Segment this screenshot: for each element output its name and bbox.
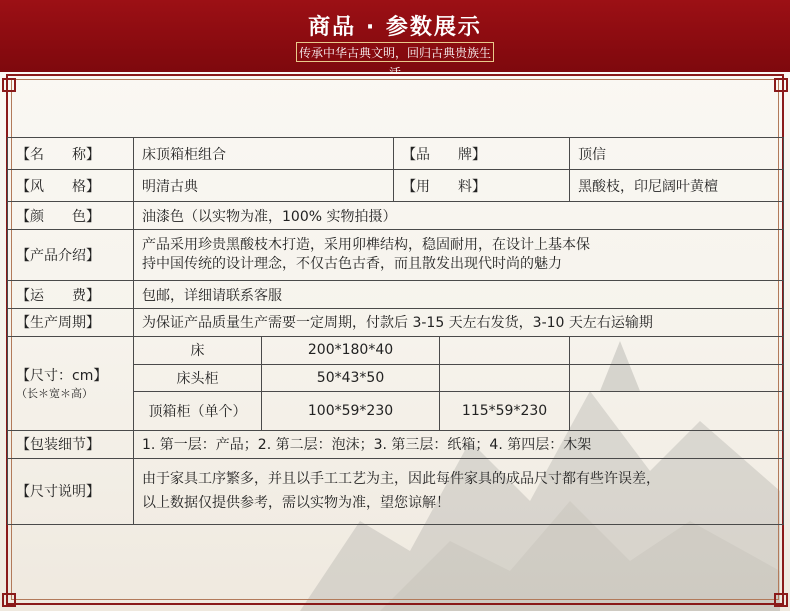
table-row	[8, 202, 784, 230]
table-row	[8, 458, 784, 524]
style-value: 明清古典	[134, 170, 394, 202]
size-item-name: 床头柜	[134, 364, 262, 392]
size-label: 【尺寸：cm】	[16, 368, 108, 385]
name-label: 【名 称】	[8, 138, 134, 170]
note-value	[134, 458, 784, 524]
shipping-label: 【运 费】	[8, 281, 134, 309]
header-subtitle: 传承中华古典文明，回归古典贵族生活	[296, 42, 494, 62]
header-banner	[0, 0, 790, 80]
size-sublabel: （长＊宽＊高）	[16, 387, 93, 401]
brand-label: 【品 牌】	[394, 138, 570, 170]
note-line-2: 以上数据仅提供参考，需以实物为准，望您谅解！	[142, 495, 450, 512]
size-item-value-2	[440, 364, 570, 392]
note-label: 【尺寸说明】	[8, 458, 134, 524]
color-label: 【颜 色】	[8, 202, 134, 230]
size-item-value: 200*180*40	[262, 336, 440, 364]
size-empty-cell	[570, 364, 784, 392]
table-row	[8, 229, 784, 280]
shipping-value: 包邮，详细请联系客服	[134, 281, 784, 309]
style-label: 【风 格】	[8, 170, 134, 202]
table-row	[8, 170, 784, 202]
parameter-table	[7, 137, 784, 525]
table-row	[8, 336, 784, 364]
size-item-value-2: 115*59*230	[440, 392, 570, 430]
intro-label: 【产品介绍】	[8, 229, 134, 280]
size-item-name: 顶箱柜（单个）	[134, 392, 262, 430]
intro-value	[134, 229, 784, 280]
color-value: 油漆色（以实物为准，100% 实物拍摄）	[134, 202, 784, 230]
intro-line-2: 持中国传统的设计理念，不仅古色古香，而且散发出现代时尚的魅力	[142, 256, 562, 273]
intro-line-1: 产品采用珍贵黑酸枝木打造，采用卯榫结构，稳固耐用，在设计上基本保	[142, 237, 590, 254]
corner-fret-icon	[774, 78, 788, 92]
header-title: 商品 · 参数展示	[308, 15, 482, 40]
corner-fret-icon	[774, 593, 788, 607]
size-item-value: 50*43*50	[262, 364, 440, 392]
table-row	[8, 138, 784, 170]
corner-fret-icon	[2, 593, 16, 607]
name-value: 床顶箱柜组合	[134, 138, 394, 170]
size-item-value: 100*59*230	[262, 392, 440, 430]
brand-value: 顶信	[570, 138, 784, 170]
material-value: 黑酸枝，印尼阔叶黄檀	[570, 170, 784, 202]
size-item-name: 床	[134, 336, 262, 364]
size-empty-cell	[570, 336, 784, 364]
material-label: 【用 料】	[394, 170, 570, 202]
note-line-1: 由于家具工序繁多，并且以手工工艺为主，因此每件家具的成品尺寸都有些许误差，	[142, 471, 660, 488]
table-row	[8, 430, 784, 458]
packing-label: 【包装细节】	[8, 430, 134, 458]
cycle-value: 为保证产品质量生产需要一定周期，付款后 3-15 天左右发货，3-10 天左右运输期	[134, 309, 784, 337]
size-item-value-2	[440, 336, 570, 364]
packing-value: 1. 第一层：产品；2. 第二层：泡沫；3. 第三层：纸箱；4. 第四层：木架	[134, 430, 784, 458]
cycle-label: 【生产周期】	[8, 309, 134, 337]
size-empty-cell	[570, 392, 784, 430]
corner-fret-icon	[2, 78, 16, 92]
table-row	[8, 281, 784, 309]
table-row	[8, 309, 784, 337]
size-label-cell	[8, 336, 134, 430]
